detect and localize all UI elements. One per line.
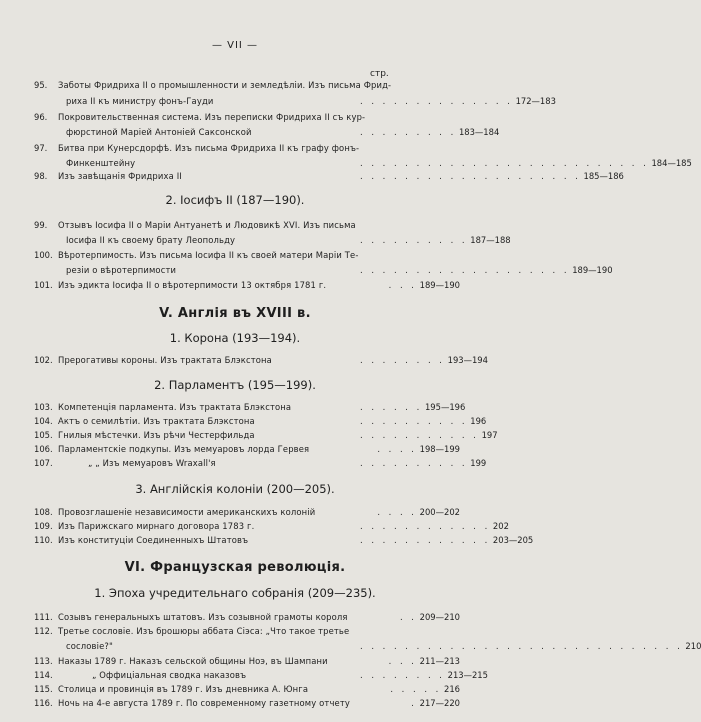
entry-title: Изъ Парижскаго мирнаго договора 1783 г.: [58, 521, 255, 531]
entry-number: 106.: [34, 444, 53, 454]
page-range: 210: [685, 641, 701, 651]
entry-pages: [360, 265, 613, 275]
entry-title-cont: фюрстиной Маріей Антоніей Саксонской: [66, 127, 252, 137]
leader-dots: . . . . . . . .: [360, 670, 445, 680]
page-range: 209—210: [419, 612, 460, 622]
entry-pages: [360, 698, 460, 708]
entry-number: 116.: [34, 698, 53, 708]
entry-title: Вѣротерпимость. Изъ письма Іосифа II къ своей матери Маріи Те-: [58, 250, 359, 260]
entry-title-cont: Финкенштейну: [66, 158, 136, 168]
entry-number: 114.: [34, 670, 53, 680]
entry-title: „ „ Изъ мемуаровъ Wraxall'я: [88, 458, 216, 468]
entry-pages: [360, 684, 460, 694]
pages-column-header: стр.: [370, 69, 389, 79]
entry-number: 104.: [34, 416, 53, 426]
entry-title-cont: Іосифа II къ своему брату Леопольду: [66, 235, 236, 245]
entry-pages: [360, 507, 460, 517]
leader-dots: . . . . . . . . . . .: [360, 430, 479, 440]
entry-number: 95.: [34, 80, 48, 90]
entry-pages: [360, 612, 460, 622]
leader-dots: . . . . . . . . . . . .: [360, 521, 491, 531]
entry-number: 103.: [34, 402, 53, 412]
page-range: 211—213: [419, 656, 460, 666]
entry-pages: [360, 235, 511, 245]
page-range: 189—190: [419, 280, 460, 290]
leader-dots: . .: [399, 612, 417, 622]
entry-pages: [360, 158, 692, 168]
leader-dots: . . . . . . . .: [360, 355, 445, 365]
entry-title: Компетенція парламента. Изъ трактата Блэкстона: [58, 402, 292, 412]
section-heading: 2. Іосифъ II (187—190).: [165, 193, 305, 207]
page-range: 216: [444, 684, 460, 694]
page-range: 217—220: [419, 698, 460, 708]
page-range: 184—185: [651, 158, 692, 168]
page-range: 213—215: [447, 670, 488, 680]
section-heading: 3. Англійскія колоніи (200—205).: [135, 482, 335, 496]
entry-number: 109.: [34, 521, 53, 531]
entry-number: 110.: [34, 535, 53, 545]
leader-dots: . . .: [388, 280, 417, 290]
entry-title: Столица и провинція въ 1789 г. Изъ дневника А. Юнга: [58, 684, 309, 694]
section-heading: 1. Корона (193—194).: [169, 331, 301, 345]
page-range: 189—190: [572, 265, 613, 275]
entry-number: 100.: [34, 250, 53, 260]
leader-dots: . . .: [388, 656, 417, 666]
entry-pages: [360, 171, 624, 181]
entry-pages: [360, 96, 556, 106]
entry-title: „ Оффиціальная сводка наказовъ: [92, 670, 247, 680]
entry-title: Битва при Кунерсдорфѣ. Изъ письма Фридриха II къ графу фонъ-: [58, 143, 360, 153]
entry-pages: [360, 444, 460, 454]
page-range: 195—196: [424, 402, 466, 412]
entry-pages: [360, 641, 701, 651]
entry-title: Созывъ генеральныхъ штатовъ. Изъ созывной грамоты короля: [58, 612, 348, 622]
entry-pages: [360, 670, 488, 680]
entry-pages: [360, 458, 487, 468]
entry-pages: [360, 127, 500, 137]
page-range: 183—184: [458, 127, 500, 137]
entry-title-cont: риха II къ министру фонъ-Гауди: [66, 96, 214, 106]
entry-number: 112.: [34, 626, 53, 636]
entry-title: Наказы 1789 г. Наказъ сельской общины Ноэ, въ Шампани: [58, 656, 328, 666]
entry-title: Парламентскіе подкупы. Изъ мемуаровъ лорда Гервея: [58, 444, 310, 454]
entry-number: 101.: [34, 280, 53, 290]
entry-title: Отзывъ Іосифа II о Маріи Антуанетѣ и Людовикѣ XVI. Изъ письма: [58, 220, 356, 230]
entry-number: 113.: [34, 656, 53, 666]
entry-title-cont: сословіе?": [66, 641, 114, 651]
entry-pages: [360, 521, 509, 531]
leader-dots: . . . . . .: [360, 402, 423, 412]
entry-title: Гнилыя мѣстечки. Изъ рѣчи Честерфильда: [58, 430, 255, 440]
entry-title: Актъ о семилѣтіи. Изъ трактата Блэкстона: [58, 416, 255, 426]
page-range: 187—188: [470, 235, 511, 245]
page-range: 199: [470, 458, 487, 468]
entry-pages: [360, 355, 488, 365]
leader-dots: .: [411, 698, 417, 708]
leader-dots: . . . . . . . . . .: [360, 416, 468, 426]
page-range: 193—194: [447, 355, 488, 365]
entry-title: Провозглашеніе независимости американскихъ колоній: [58, 507, 316, 517]
section-heading: 2. Парламентъ (195—199).: [154, 378, 316, 392]
page-range: 202: [492, 521, 509, 531]
entry-title: Изъ конституціи Соединенныхъ Штатовъ: [58, 535, 249, 545]
entry-pages: [360, 656, 460, 666]
leader-dots: . . . .: [377, 507, 417, 517]
entry-title: Изъ завѣщанія Фридриха II: [58, 171, 182, 181]
leader-dots: . . . . . . . . . . . . . . . . . . .: [360, 265, 570, 275]
entry-pages: [360, 430, 498, 440]
page-range: 197: [481, 430, 498, 440]
page-range: 185—186: [583, 171, 624, 181]
leader-dots: . . . . . . . . . .: [360, 235, 468, 245]
page-range: 198—199: [419, 444, 460, 454]
leader-dots: . . . . . . . . . . . . . .: [360, 96, 513, 106]
leader-dots: . . . .: [377, 444, 417, 454]
entry-pages: [360, 535, 534, 545]
entry-number: 98.: [34, 171, 48, 181]
entry-number: 111.: [34, 612, 53, 622]
page-range: 196: [470, 416, 487, 426]
section-heading: 1. Эпоха учредительнаго собранія (209—235).: [94, 586, 376, 600]
entry-number: 99.: [34, 220, 48, 230]
entry-number: 107.: [34, 458, 53, 468]
entry-title: Прерогативы короны. Изъ трактата Блэкстона: [58, 355, 272, 365]
entry-title: Заботы Фридриха II о промышленности и земледѣліи. Изъ письма Фрид-: [58, 80, 392, 90]
entry-title: Ночь на 4-е августа 1789 г. По современному газетному отчету: [58, 698, 350, 708]
leader-dots: . . . . . . . . .: [360, 127, 457, 137]
part-heading: VI. Французская революція.: [124, 560, 346, 575]
entry-pages: [360, 280, 460, 290]
entry-number: 108.: [34, 507, 53, 517]
leader-dots: . . . . . . . . . . . . . . . . . . . .: [360, 171, 581, 181]
entry-title: Третье сословіе. Изъ брошюры аббата Сіэса: „Что такое третье: [58, 626, 350, 636]
leader-dots: . . . . . . . . . . . . . . . . . . . . . . . . . . . . .: [360, 641, 683, 651]
page-range: 200—202: [419, 507, 460, 517]
page-range: 203—205: [492, 535, 534, 545]
entry-number: 102.: [34, 355, 53, 365]
entry-title-cont: резіи о вѣротерпимости: [66, 265, 177, 275]
entry-title: Изъ эдикта Іосифа II о вѣротерпимости 13 октября 1781 г.: [58, 280, 327, 290]
page-number: — VII —: [211, 40, 259, 51]
entry-number: 97.: [34, 143, 48, 153]
leader-dots: . . . . . . . . . . . . . . . . . . . . . . . . . .: [360, 158, 649, 168]
leader-dots: . . . . . . . . . . . .: [360, 535, 491, 545]
leader-dots: . . . . .: [390, 684, 442, 694]
entry-number: 115.: [34, 684, 53, 694]
part-heading: V. Англія въ XVIII в.: [159, 306, 311, 321]
entry-title: Покровительственная система. Изъ переписки Фридриха II съ кур-: [58, 112, 366, 122]
entry-pages: [360, 402, 466, 412]
leader-dots: . . . . . . . . . .: [360, 458, 468, 468]
page-range: 172—183: [515, 96, 556, 106]
entry-number: 105.: [34, 430, 53, 440]
entry-pages: [360, 416, 487, 426]
entry-number: 96.: [34, 112, 48, 122]
